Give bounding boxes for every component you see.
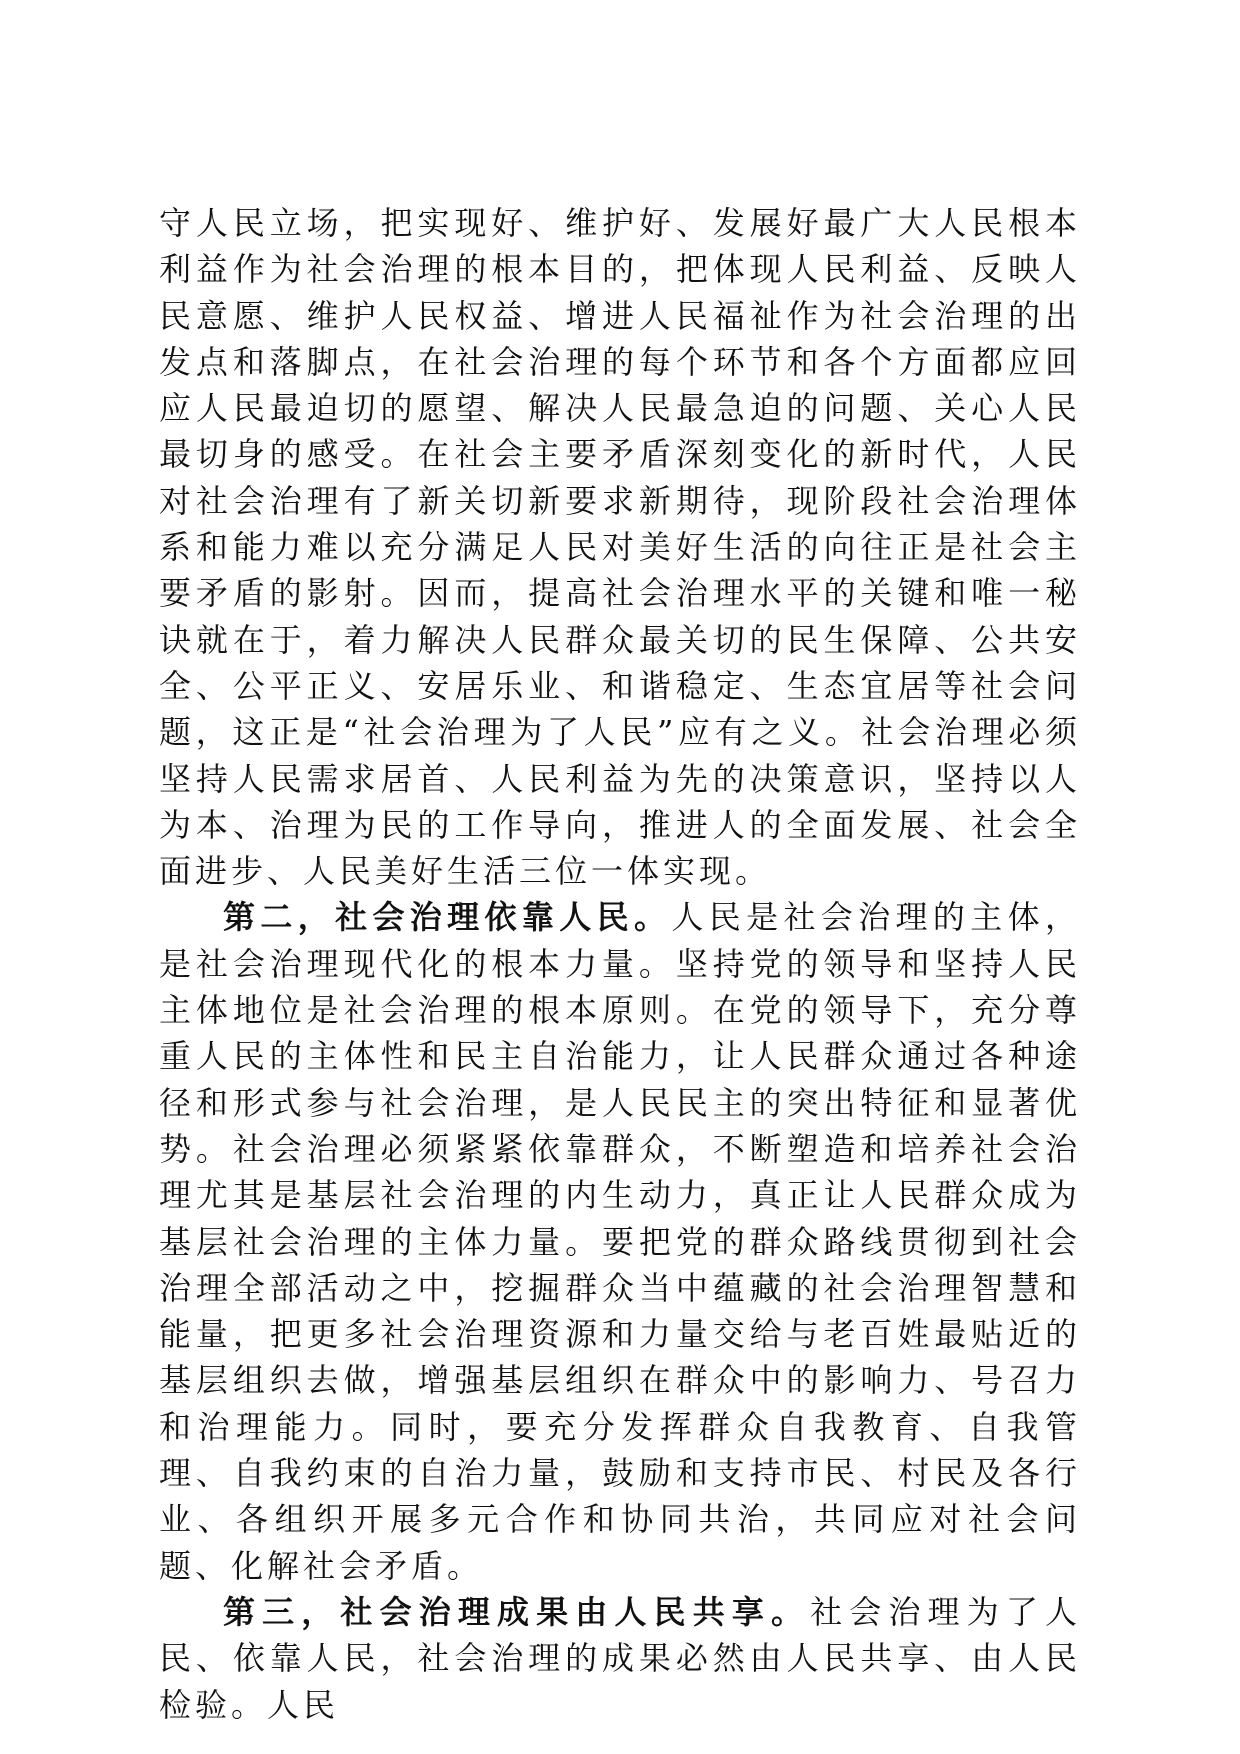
paragraph-text: 人民是社会治理的主体，是社会治理现代化的根本力量。坚持党的领导和坚持人民主体地位是社会治理的根本原则。在党的领导下，充分尊重人民的主体性和民主自治能力，让人民群众通过各种途径和形式参与社会治理，是人民民主的突出特征和显著优势。社会治理必须紧紧依靠群众，不断塑造和培养社会治理尤其是基层社会治理的内生动力，真正让人民群众成为基层社会治理的主体力量。要把党的群众路线贯彻到社会治理全部活动之中，挖掘群众当中蕴藏的社会治理智慧和能量，把更多社会治理资源和力量交给与老百姓最贴近的基层组织去做，增强基层组织在群众中的影响力、号召力和治理能力。同时，要充分发挥群众自我教育、自我管理、自我约束的自治力量，鼓励和支持市民、村民及各行业、各组织开展多元合作和协同共治，共同应对社会问题、化解社会矛盾。 [159,898,1081,1585]
paragraph-second [159,894,1081,1588]
paragraph-text: 社会治理为了人民、依靠人民，社会治理的成果必然由人民共享、由人民检验。人民 [159,1592,1081,1724]
paragraph-text: 守人民立场，把实现好、维护好、发展好最广大人民根本利益作为社会治理的根本目的，把体现人民利益、反映人民意愿、维护人民权益、增进人民福祉作为社会治理的出发点和落脚点，在社会治理的每个环节和各个方面都应回应人民最迫切的愿望、解决人民最急迫的问题、关心人民最切身的感受。在社会主要矛盾深刻变化的新时代，人民对社会治理有了新关切新要求新期待，现阶段社会治理体系和能力难以充分满足人民对美好生活的向往正是社会主要矛盾的影射。因而，提高社会治理水平的关键和唯一秘诀就在于，着力解决人民群众最关切的民生保障、公共安全、公平正义、安居乐业、和谐稳定、生态宜居等社会问题，这正是“社会治理为了人民”应有之义。社会治理必须坚持人民需求居首、人民利益为先的决策意识，坚持以人为本、治理为民的工作导向，推进人的全面发展、社会全面进步、人民美好生活三位一体实现。 [159,204,1081,891]
paragraph-lead-heading: 第三，社会治理成果由人民共享。 [223,1592,811,1631]
document-body [159,200,1081,1728]
paragraph-lead-heading: 第二，社会治理依靠人民。 [223,898,672,937]
paragraph-continuation [159,200,1081,894]
paragraph-third [159,1589,1081,1728]
